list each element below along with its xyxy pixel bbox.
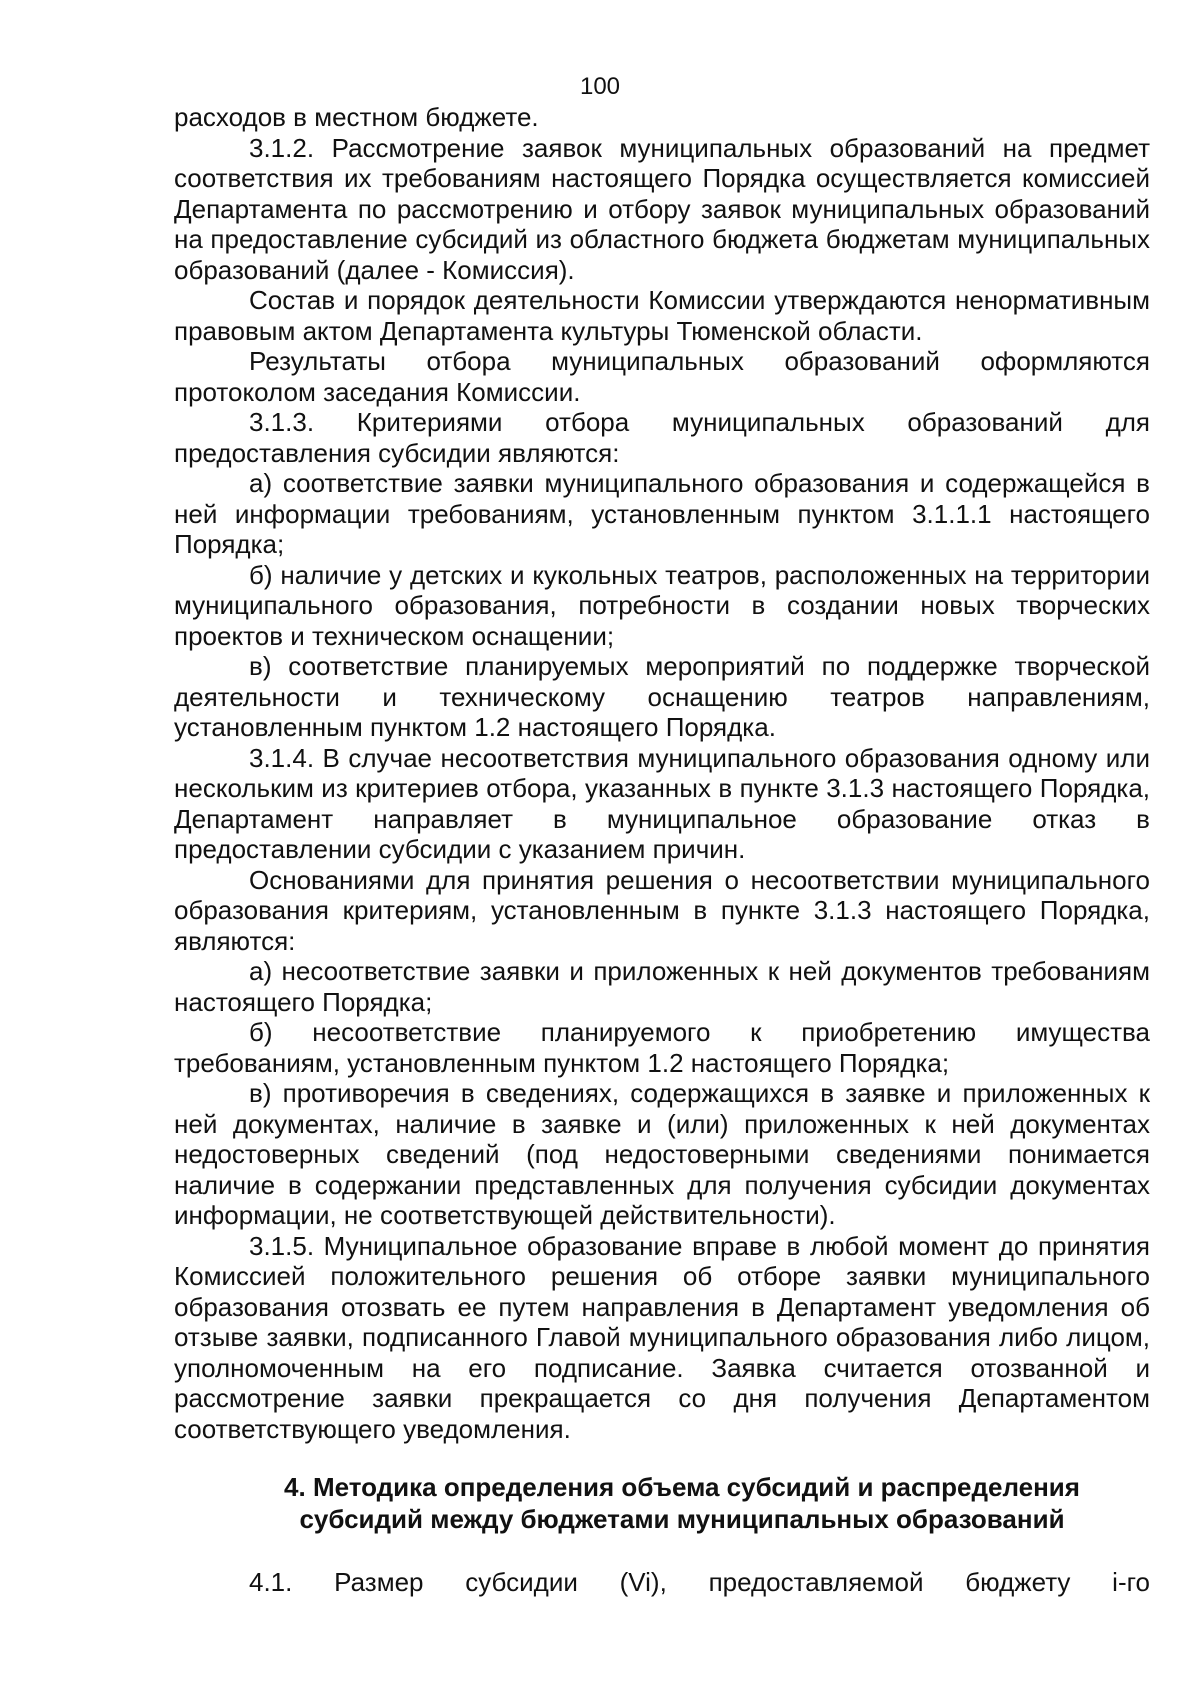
paragraph-commission-composition: Состав и порядок деятельности Комиссии утверждаются ненормативным правовым актом Департамента культуры Тюменской области. <box>174 285 1150 346</box>
paragraph-criterion-c: в) соответствие планируемых мероприятий по поддержке творческой деятельности и техническому оснащению театров направлениям, установленным пунктом 1.2 настоящего Порядка. <box>174 651 1150 742</box>
paragraph-3-1-5: 3.1.5. Муниципальное образование вправе в любой момент до принятия Комиссией положительного решения об отборе заявки муниципального образования отозвать ее путем направления в Департамент уведомления об отзыве заявки, подписанного Главой муниципального образования либо лицом, уполномоченным на его подписание. Заявка считается отозванной и рассмотрение заявки прекращается со дня получения Департаментом соответствующего уведомления. <box>174 1230 1150 1444</box>
section-heading <box>174 1471 1150 1535</box>
paragraph-3-1-4: 3.1.4. В случае несоответствия муниципального образования одному или нескольким из критериев отбора, указанных в пункте 3.1.3 настоящего Порядка, Департамент направляет в муниципальное образование отказ в предоставлении субсидии с указанием причин. <box>174 742 1150 864</box>
section-heading-line-2: субсидий между бюджетами муниципальных образований <box>299 1504 1065 1534</box>
paragraph-3-1-2: 3.1.2. Рассмотрение заявок муниципальных образований на предмет соответствия их требованиям настоящего Порядка осуществляется комиссией Департамента по рассмотрению и отбору заявок муниципальных образований на предоставление субсидий из областного бюджета бюджетам муниципальных образований (далее - Комиссия). <box>174 132 1150 285</box>
paragraph-4-1: 4.1. Размер субсидии (Vi), предоставляемой бюджету i-го <box>249 1567 1150 1597</box>
paragraph-ground-b: б) несоответствие планируемого к приобретению имущества требованиям, установленным пунктом 1.2 настоящего Порядка; <box>174 1017 1150 1078</box>
page-number: 100 <box>579 73 621 100</box>
paragraph-criterion-a: а) соответствие заявки муниципального образования и содержащейся в ней информации требованиям, установленным пунктом 3.1.1.1 настоящего Порядка; <box>174 468 1150 559</box>
section-heading-line-1: 4. Методика определения объема субсидий и распределения <box>284 1472 1080 1502</box>
paragraph-ground-c: в) противоречия в сведениях, содержащихся в заявке и приложенных к ней документах, наличие в заявке и (или) приложенных к ней документах недостоверных сведений (под недостоверными сведениями понимается наличие в содержании представленных для получения субсидии документах информации, не соответствующей действительности). <box>174 1078 1150 1230</box>
paragraph-3-1-3: 3.1.3. Критериями отбора муниципальных образований для предоставления субсидии являются: <box>174 407 1150 468</box>
paragraph-selection-results: Результаты отбора муниципальных образований оформляются протоколом заседания Комиссии. <box>174 346 1150 407</box>
document-body <box>174 102 1150 1598</box>
paragraph-ground-a: а) несоответствие заявки и приложенных к ней документов требованиям настоящего Порядка; <box>174 956 1150 1017</box>
paragraph-criterion-b: б) наличие у детских и кукольных театров, расположенных на территории муниципального образования, потребности в создании новых творческих проектов и техническом оснащении; <box>174 559 1150 651</box>
spacer <box>174 1535 1150 1567</box>
paragraph: расходов в местном бюджете. <box>174 102 539 132</box>
paragraph-grounds: Основаниями для принятия решения о несоответствии муниципального образования критериям, установленным в пункте 3.1.3 настоящего Порядка, являются: <box>174 864 1150 956</box>
